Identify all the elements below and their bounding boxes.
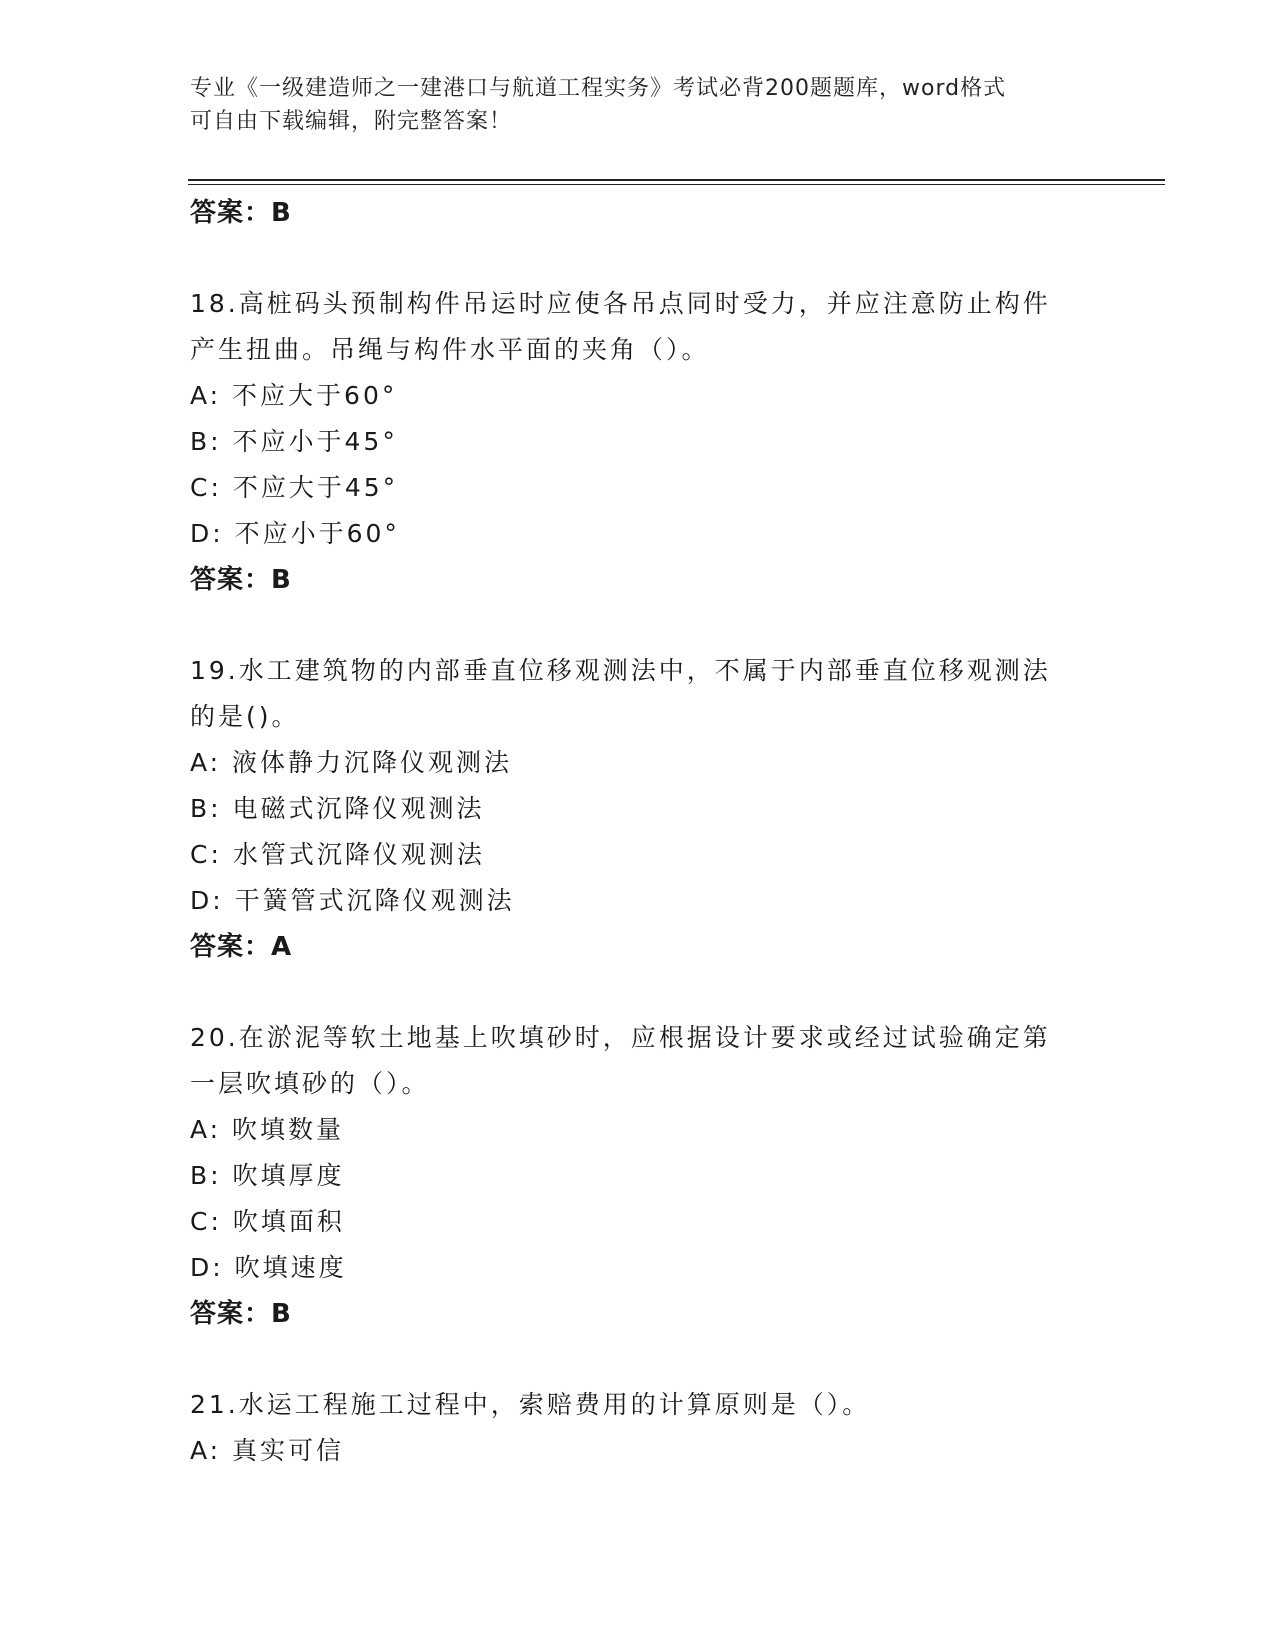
question-stem: 21.水运工程施工过程中，索赔费用的计算原则是（）。 bbox=[190, 1390, 871, 1419]
spacer bbox=[190, 1337, 1090, 1382]
option-d: D: 不应小于60° bbox=[190, 519, 400, 548]
question-stem: 的是()。 bbox=[190, 702, 300, 731]
option-b: B: 不应小于45° bbox=[190, 427, 398, 456]
question-19 bbox=[190, 648, 1090, 970]
answer-line: 答案：B bbox=[190, 198, 292, 228]
question-list bbox=[190, 190, 1090, 1474]
question-stem: 一层吹填砂的（）。 bbox=[190, 1069, 430, 1098]
spacer bbox=[190, 603, 1090, 648]
option-d: D: 干簧管式沉降仪观测法 bbox=[190, 886, 515, 915]
header-rule-thick bbox=[188, 179, 1165, 181]
option-c: C: 不应大于45° bbox=[190, 473, 399, 502]
header-rule-thin bbox=[188, 184, 1165, 185]
question-21 bbox=[190, 1382, 1090, 1474]
option-a: A: 吹填数量 bbox=[190, 1115, 345, 1144]
option-a: A: 真实可信 bbox=[190, 1436, 345, 1465]
option-d: D: 吹填速度 bbox=[190, 1253, 347, 1282]
option-a: A: 不应大于60° bbox=[190, 381, 398, 410]
document-header bbox=[190, 72, 1090, 138]
question-stem: 18.高桩码头预制构件吊运时应使各吊点同时受力，并应注意防止构件 bbox=[190, 289, 1051, 318]
question-18 bbox=[190, 281, 1090, 603]
option-c: C: 水管式沉降仪观测法 bbox=[190, 840, 485, 869]
option-a: A: 液体静力沉降仪观测法 bbox=[190, 748, 513, 777]
answer-line: 答案：A bbox=[190, 932, 293, 962]
question-stem: 20.在淤泥等软土地基上吹填砂时，应根据设计要求或经过试验确定第 bbox=[190, 1023, 1051, 1052]
question-20 bbox=[190, 1015, 1090, 1337]
header-line-2: 可自由下载编辑，附完整答案！ bbox=[190, 109, 513, 134]
answer-line: 答案：B bbox=[190, 565, 292, 595]
option-b: B: 电磁式沉降仪观测法 bbox=[190, 794, 485, 823]
spacer bbox=[190, 970, 1090, 1015]
question-stem: 产生扭曲。吊绳与构件水平面的夹角（）。 bbox=[190, 335, 710, 364]
answer-line: 答案：B bbox=[190, 1299, 292, 1329]
question-stem: 19.水工建筑物的内部垂直位移观测法中，不属于内部垂直位移观测法 bbox=[190, 656, 1051, 685]
option-b: B: 吹填厚度 bbox=[190, 1161, 345, 1190]
header-line-1: 专业《一级建造师之一建港口与航道工程实务》考试必背200题题库，word格式 bbox=[190, 76, 1007, 101]
option-c: C: 吹填面积 bbox=[190, 1207, 345, 1236]
spacer bbox=[190, 236, 1090, 281]
